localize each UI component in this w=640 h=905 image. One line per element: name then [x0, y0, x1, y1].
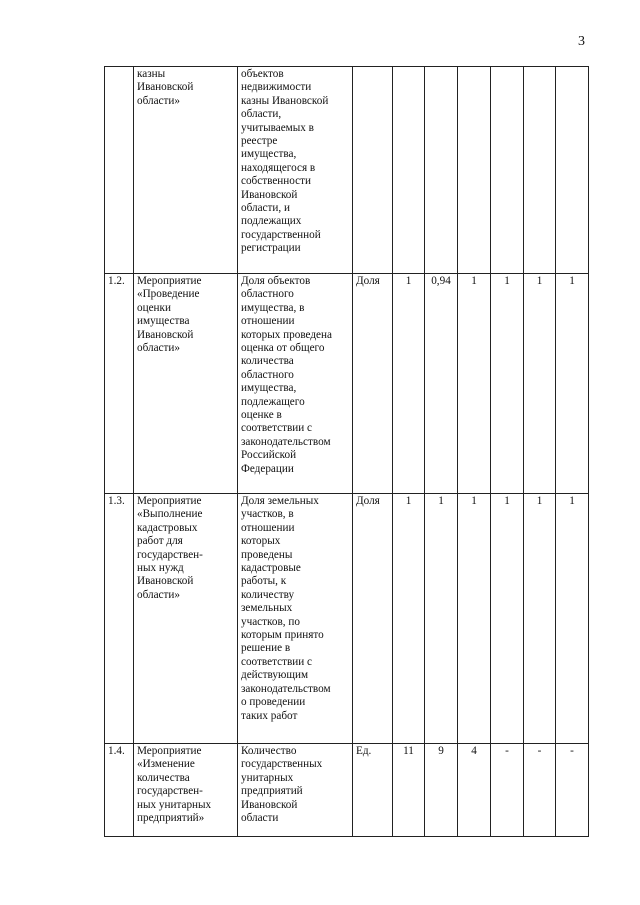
- unit: Доля: [353, 494, 393, 744]
- event-name: казны Ивановской области»: [134, 67, 238, 274]
- indicator-name: объектов недвижимости казны Ивановской области, учитываемых в реестре имущества, находящегося в собственности Ивановской области, и подлежащих государственной регистрации: [238, 67, 353, 274]
- value-cell: [425, 67, 458, 274]
- value-cell: -: [491, 744, 524, 837]
- value-cell: 1: [491, 494, 524, 744]
- value-cell: -: [524, 744, 556, 837]
- event-name: Мероприятие «Проведение оценки имущества Ивановской области»: [134, 274, 238, 494]
- value-cell: 1: [458, 494, 491, 744]
- value-cell: [393, 67, 425, 274]
- indicators-table: [104, 66, 589, 837]
- indicator-name: Количество государственных унитарных предприятий Ивановской области: [238, 744, 353, 837]
- value-cell: 4: [458, 744, 491, 837]
- value-cell: 1: [524, 274, 556, 494]
- value-cell: [458, 67, 491, 274]
- value-cell: 11: [393, 744, 425, 837]
- value-cell: 1: [556, 274, 589, 494]
- value-cell: 9: [425, 744, 458, 837]
- event-name: Мероприятие «Изменение количества государствен- ных унитарных предприятий»: [134, 744, 238, 837]
- row-index: 1.3.: [105, 494, 134, 744]
- value-cell: 1: [458, 274, 491, 494]
- unit: Доля: [353, 274, 393, 494]
- unit: Ед.: [353, 744, 393, 837]
- value-cell: 1: [524, 494, 556, 744]
- value-cell: 1: [556, 494, 589, 744]
- table-row: [105, 744, 589, 837]
- table-row: [105, 274, 589, 494]
- value-cell: 1: [491, 274, 524, 494]
- row-index: 1.4.: [105, 744, 134, 837]
- event-name: Мероприятие «Выполнение кадастровых работ для государствен- ных нужд Ивановской области»: [134, 494, 238, 744]
- value-cell: [524, 67, 556, 274]
- page-number: 3: [578, 34, 585, 49]
- value-cell: 1: [393, 274, 425, 494]
- row-index: 1.2.: [105, 274, 134, 494]
- value-cell: [556, 67, 589, 274]
- value-cell: 1: [425, 494, 458, 744]
- value-cell: 0,94: [425, 274, 458, 494]
- unit: [353, 67, 393, 274]
- indicator-name: Доля объектов областного имущества, в отношении которых проведена оценка от общего количества областного имущества, подлежащего оценке в соответствии с законодательством Российской Федерации: [238, 274, 353, 494]
- table-row: [105, 67, 589, 274]
- value-cell: 1: [393, 494, 425, 744]
- value-cell: [491, 67, 524, 274]
- table-row: [105, 494, 589, 744]
- indicator-name: Доля земельных участков, в отношении которых проведены кадастровые работы, к количеству земельных участков, по которым принято решение в соответствии с действующим законодательством о проведении таких работ: [238, 494, 353, 744]
- value-cell: -: [556, 744, 589, 837]
- row-index: [105, 67, 134, 274]
